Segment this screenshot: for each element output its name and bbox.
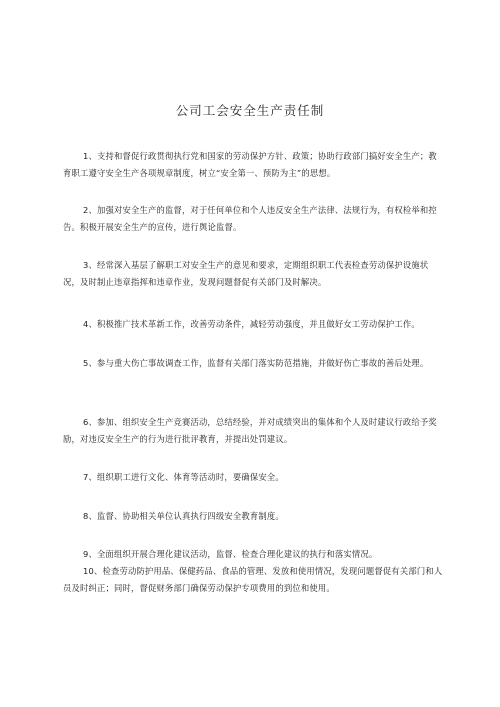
document-title: 公司工会安全生产责任制 [175,103,325,118]
paragraph-8: 8、监督、协助相关单位认真执行四级安全教育制度。 [83,511,284,521]
paragraph-10: 10、检查劳动防护用品、保健药品、食品的管理、发放和使用情况，发现问题督促有关部门和人员及时纠正；同时，督促财务部门确保劳动保护专项费用的到位和使用。 [63,566,443,593]
paragraph-9: 9、全面组织开展合理化建议活动，监督、检查合理化建议的执行和落实情况。 [83,549,378,559]
paragraph-4: 4、积极推广技术革新工作，改善劳动条件，减轻劳动强度，并且做好女工劳动保护工作。 [83,319,420,329]
paragraph-2: 2、加强对安全生产的监督，对于任何单位和个人违反安全生产法律、法规行为，有权检举和控告。积极开展安全生产的宣传，进行舆论监督。 [63,205,437,232]
paragraph-7: 7、组织职工进行文化、体育等活动时，要确保安全。 [83,472,284,482]
paragraph-3: 3、经常深入基层了解职工对安全生产的意见和要求，定期组织职工代表检查劳动保护设施状况，及时制止违章指挥和违章作业，发现问题督促有关部门及时解决。 [63,260,429,287]
paragraph-1: 1、支持和督促行政贯彻执行党和国家的劳动保护方针、政策；协助行政部门搞好安全生产；教育职工遵守安全生产各项规章制度，树立“安全第一、预防为主”的思想。 [63,151,437,178]
paragraph-5: 5、参与重大伤亡事故调查工作，监督有关部门落实防范措施，并做好伤亡事故的善后处理。 [83,358,429,368]
paragraph-6: 6、参加、组织安全生产竞赛活动，总结经验，并对成绩突出的集体和个人及时建议行政给予奖励，对违反安全生产的行为进行批评教育，并提出处罚建议。 [63,417,437,444]
